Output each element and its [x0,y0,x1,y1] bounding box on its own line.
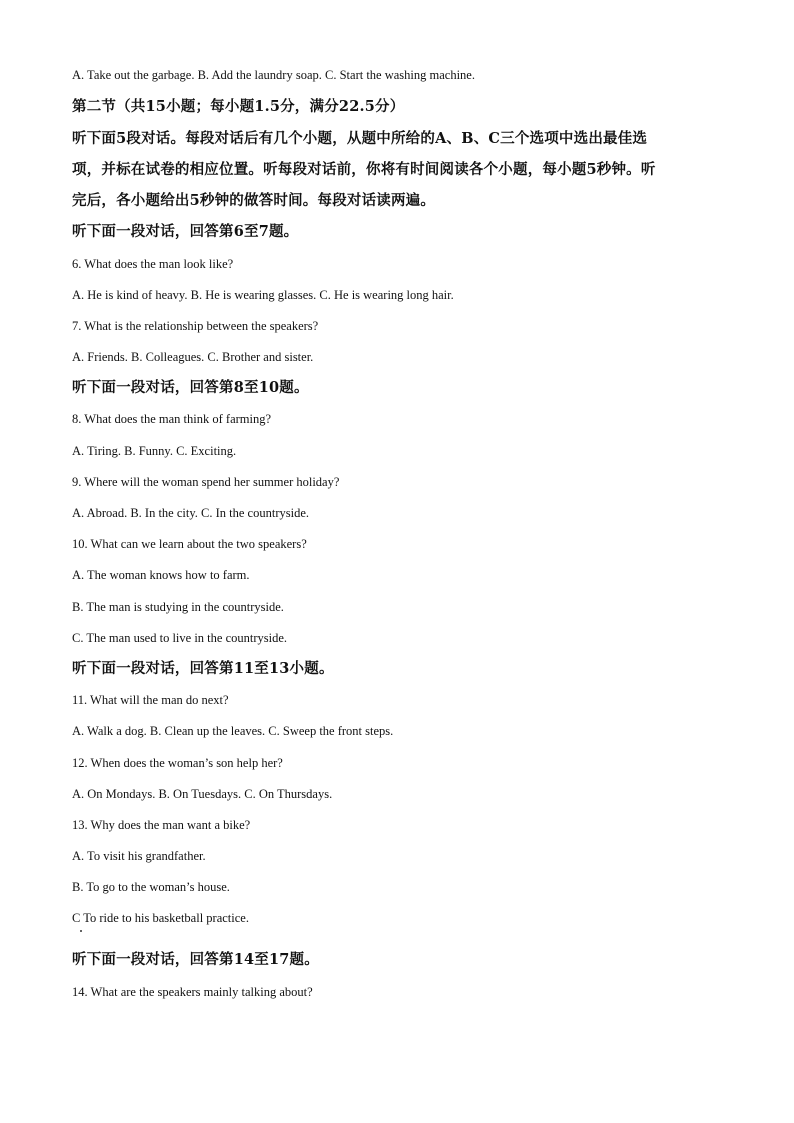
dialogue-heading-14-17: 听下面一段对话，回答第14至17题。 [72,951,319,968]
question-10: 10. What can we learn about the two speakers? [72,537,307,551]
dialogue-heading-11-13: 听下面一段对话，回答第11至13小题。 [72,660,334,677]
question-11-options: A. Walk a dog. B. Clean up the leaves. C. Sweep the front steps. [72,724,394,738]
question-6: 6. What does the man look like? [72,257,234,271]
question-13-option-c: C To ride to his basketball practice. [72,911,249,925]
question-9-options: A. Abroad. B. In the city. C. In the countryside. [72,506,309,520]
question-8-options: A. Tiring. B. Funny. C. Exciting. [72,444,237,458]
question-12-options: A. On Mondays. B. On Tuesdays. C. On Thursdays. [72,787,333,801]
dialogue-heading-6-7: 听下面一段对话，回答第6至7题。 [72,223,299,240]
question-10-option-c: C. The man used to live in the countryside. [72,631,288,645]
question-11: 11. What will the man do next? [72,693,229,707]
question-14: 14. What are the speakers mainly talking about? [72,985,313,999]
stray-mark [80,930,82,932]
q5-options: A. Take out the garbage. B. Add the laundry soap. C. Start the washing machine. [72,68,475,82]
question-6-options: A. He is kind of heavy. B. He is wearing glasses. C. He is wearing long hair. [72,288,454,302]
instructions-line-3: 完后，各小题给出5秒钟的做答时间。每段对话读两遍。 [72,192,436,209]
question-13-option-a: A. To visit his grandfather. [72,849,206,863]
dialogue-heading-8-10: 听下面一段对话，回答第8至10题。 [72,379,309,396]
question-7: 7. What is the relationship between the speakers? [72,319,319,333]
question-12: 12. When does the woman’s son help her? [72,756,283,770]
question-10-option-b: B. The man is studying in the countryside. [72,600,284,614]
question-7-options: A. Friends. B. Colleagues. C. Brother and sister. [72,350,314,364]
section-two-heading: 第二节（共15小题；每小题1.5分，满分22.5分） [72,98,405,115]
question-13: 13. Why does the man want a bike? [72,818,251,832]
question-8: 8. What does the man think of farming? [72,412,272,426]
question-13-option-b: B. To go to the woman’s house. [72,880,230,894]
question-9: 9. Where will the woman spend her summer holiday? [72,475,340,489]
instructions-line-1: 听下面5段对话。每段对话后有几个小题，从题中所给的A、B、C三个选项中选出最佳选 [72,130,648,147]
instructions-line-2: 项，并标在试卷的相应位置。听每段对话前，你将有时间阅读各个小题，每小题5秒钟。听 [72,161,656,178]
question-10-option-a: A. The woman knows how to farm. [72,568,250,582]
